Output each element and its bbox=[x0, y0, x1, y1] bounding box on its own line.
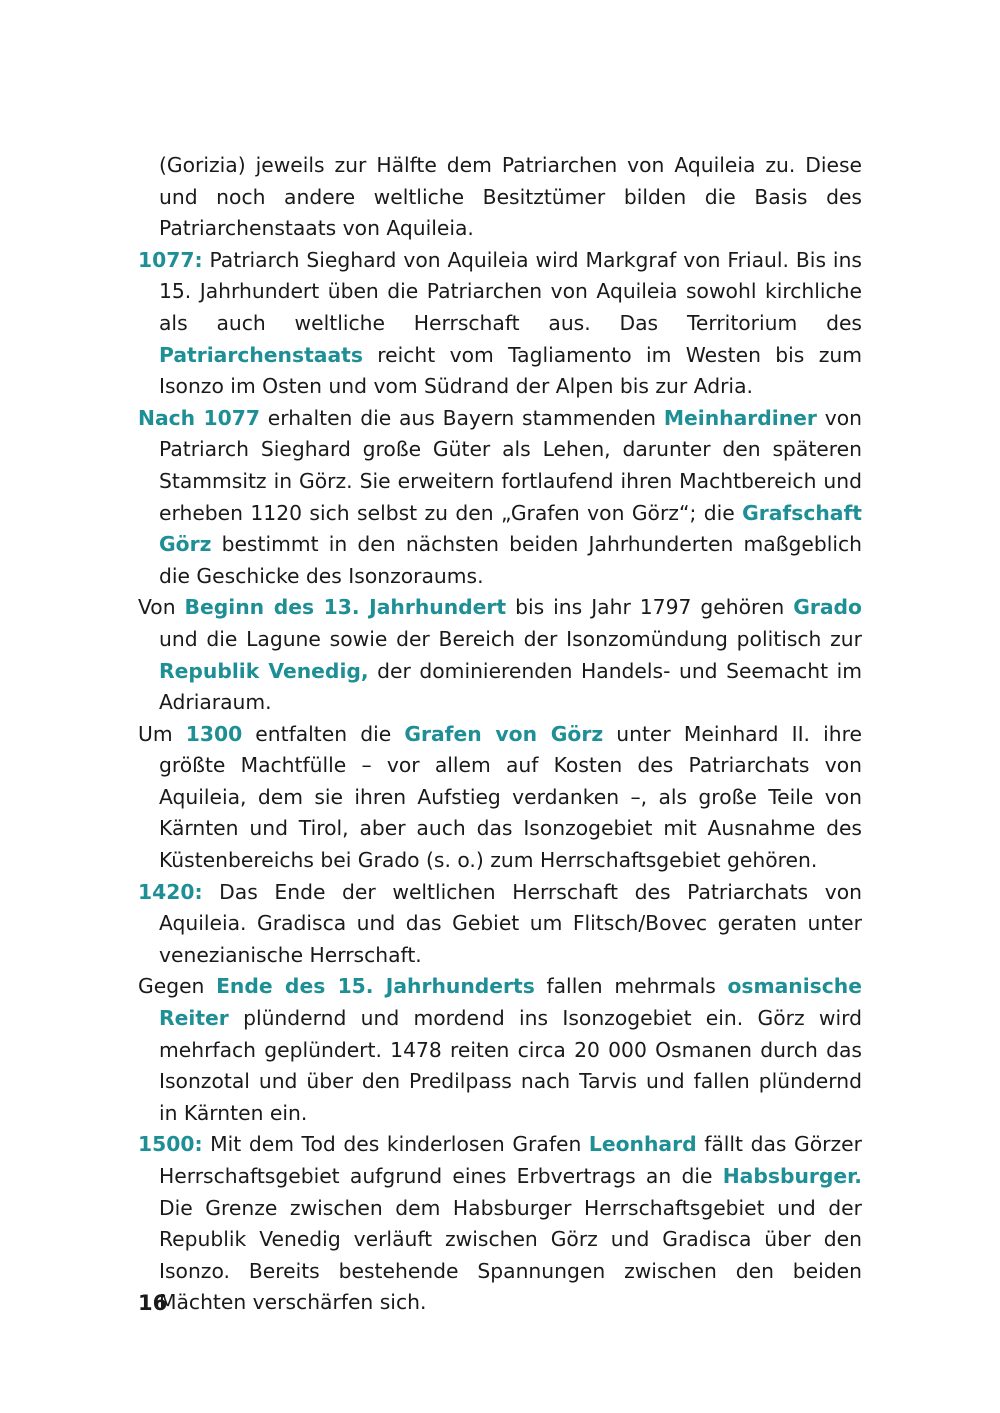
highlighted-term: Meinhardiner bbox=[663, 405, 817, 430]
paragraph-text: Die Grenze zwischen dem Habsburger Herrschaftsgebiet und der Republik Venedig verläuft zwischen Görz und Gradisca über den Isonzo. Bereits bestehende Spannungen zwischen den beiden Mächten verschärfen sich. bbox=[159, 1195, 862, 1315]
paragraph-text: Mit dem Tod des kinderlosen Grafen bbox=[202, 1132, 589, 1157]
paragraph-text: Um bbox=[138, 721, 186, 746]
paragraph-text: Gegen bbox=[138, 974, 217, 999]
chronology-paragraph bbox=[138, 245, 862, 403]
paragraph-text: fallen mehrmals bbox=[534, 974, 728, 999]
paragraph-text: entfalten die bbox=[242, 721, 405, 746]
paragraph-text: Das Ende der weltlichen Herrschaft des Patriarchats von Aquileia. Gradisca und das Gebiet um Flitsch/Bovec geraten unter venezianische Herrschaft. bbox=[159, 879, 862, 967]
chronology-paragraph bbox=[138, 877, 862, 972]
paragraph-text: und die Lagune sowie der Bereich der Isonzomündung politisch zur bbox=[159, 626, 862, 651]
paragraph-text: von Patriarch Sieghard große Güter als Lehen, darunter den späteren Stammsitz in Görz. Sie erweitern fortlaufend ihren Machtbereich und erheben 1120 sich selbst zu den „Grafen von Görz“; die bbox=[159, 405, 862, 525]
highlighted-term: Beginn des 13. Jahrhundert bbox=[184, 595, 507, 620]
chronology-paragraph bbox=[138, 150, 862, 245]
paragraph-text: erhalten die aus Bayern stammenden bbox=[259, 405, 664, 430]
paragraph-text: plündernd und mordend ins Isonzogebiet ein. Görz wird mehrfach geplündert. 1478 reiten circa 20 000 Osmanen durch das Isonzotal und über den Predilpass nach Tarvis und fallen plündernd in Kärnten ein. bbox=[159, 1006, 862, 1125]
highlighted-term: 1500: bbox=[138, 1132, 203, 1157]
paragraph-text: bestimmt in den nächsten beiden Jahrhunderten maßgeblich die Geschicke des Isonzoraums. bbox=[159, 532, 862, 588]
highlighted-term: Leonhard bbox=[588, 1132, 697, 1157]
highlighted-term: 1420: bbox=[138, 879, 203, 904]
paragraph-text: Patriarch Sieghard von Aquileia wird Markgraf von Friaul. Bis ins 15. Jahrhundert üben die Patriarchen von Aquileia sowohl kirchliche als auch weltliche Herrschaft aus. Das Territorium des bbox=[159, 247, 862, 335]
highlighted-term: osmanische Reiter bbox=[159, 974, 862, 1031]
highlighted-term: Habsburger. bbox=[722, 1164, 862, 1188]
paragraph-text: reicht vom Tagliamento im Westen bis zum Isonzo im Osten und vom Südrand der Alpen bis zur Adria. bbox=[159, 342, 862, 399]
paragraph-text: der dominierenden Handels- und Seemacht im Adriaraum. bbox=[159, 658, 862, 715]
paragraph-text: bis ins Jahr 1797 gehören bbox=[506, 595, 794, 620]
chronology-paragraph bbox=[138, 719, 862, 877]
paragraph-text: (Gorizia) jeweils zur Hälfte dem Patriarchen von Aquileia zu. Diese und noch andere weltliche Besitztümer bilden die Basis des Patriarchenstaats von Aquileia. bbox=[159, 153, 862, 241]
chronology-paragraph bbox=[138, 1129, 862, 1319]
highlighted-term: Grafen von Görz bbox=[404, 721, 604, 746]
highlighted-term: Patriarchenstaats bbox=[159, 342, 363, 367]
highlighted-term: 1077: bbox=[138, 247, 203, 272]
highlighted-term: Grafschaft Görz bbox=[159, 500, 862, 557]
highlighted-term: Ende des 15. Jahrhunderts bbox=[216, 974, 535, 999]
page-number: 16 bbox=[138, 1291, 168, 1315]
highlighted-term: Nach 1077 bbox=[138, 405, 260, 430]
chronology-text bbox=[138, 150, 862, 1319]
paragraph-text: Von bbox=[138, 595, 185, 620]
highlighted-term: Grado bbox=[793, 595, 862, 620]
chronology-paragraph bbox=[138, 592, 862, 718]
paragraph-text: fällt das Görzer Herrschaftsgebiet aufgrund eines Erbvertrags an die bbox=[159, 1132, 862, 1188]
highlighted-term: 1300 bbox=[185, 721, 243, 746]
paragraph-text: unter Meinhard II. ihre größte Machtfülle – vor allem auf Kosten des Patriarchats von Aquileia, dem sie ihren Aufstieg verdanken –, als große Teile von Kärnten und Tirol, aber auch das Isonzogebiet mit Ausnahme des Küstenbereichs bei Grado (s. o.) zum Herrschaftsgebiet gehören. bbox=[159, 721, 862, 873]
highlighted-term: Republik Venedig, bbox=[159, 658, 369, 683]
chronology-paragraph bbox=[138, 403, 862, 593]
chronology-paragraph bbox=[138, 971, 862, 1129]
